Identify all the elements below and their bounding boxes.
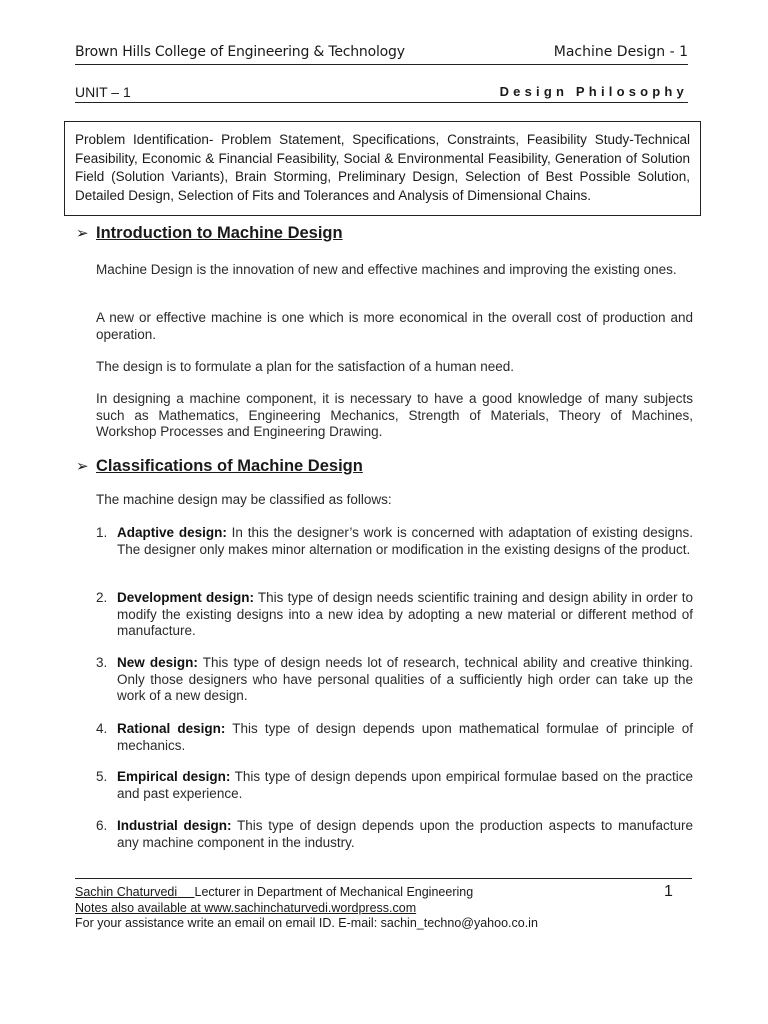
design-description: This type of design depends upon mathematical formulae of principle of mechanics. xyxy=(117,721,693,753)
unit-heading xyxy=(75,84,688,103)
footer-rule xyxy=(75,878,692,879)
syllabus-text: Problem Identification- Problem Statement, Specifications, Constraints, Feasibility Study-Technical Feasibility, Economic & Financial Feasibility, Social & Environmental Feasibility, Generation of Solution Field (Solution Variants), Brain Storming, Preliminary Design, Selection of Best Possible Solution, Detailed Design, Selection of Fits and Tolerances and Analysis of Dimensional Chains. xyxy=(75,132,690,203)
list-item-body xyxy=(117,525,693,558)
footer-contact: For your assistance write an email on email ID. E-mail: sachin_techno@yahoo.co.in xyxy=(75,916,538,930)
author-name: Sachin Chaturvedi xyxy=(75,885,178,899)
college-name: Brown Hills College of Engineering & Technology xyxy=(75,44,405,60)
design-description: In this the designer’s work is concerned with adaptation of existing designs. The designer only makes minor alternation or modification in the existing designs of the product. xyxy=(117,525,694,557)
list-number: 2. xyxy=(96,590,108,605)
unit-number: UNIT – 1 xyxy=(75,84,131,100)
classification-intro: The machine design may be classified as follows: xyxy=(96,492,392,507)
list-item-body xyxy=(117,769,693,802)
list-item-body xyxy=(117,721,693,754)
footer-author-line xyxy=(75,885,473,899)
list-number: 3. xyxy=(96,655,108,670)
design-description: This type of design needs lot of research, technical ability and creative thinking. Only those designers who have personal qualities of a sufficiently high order can take up the work of a new design. xyxy=(117,655,693,704)
paragraph: The design is to formulate a plan for the satisfaction of a human need. xyxy=(96,359,514,374)
paragraph: Machine Design is the innovation of new and effective machines and improving the existing ones. xyxy=(96,262,677,277)
list-item-body xyxy=(117,818,693,851)
design-term: Adaptive design: xyxy=(117,525,227,540)
list-number: 6. xyxy=(96,818,108,833)
design-term: Development design: xyxy=(117,590,254,605)
unit-topic: Design Philosophy xyxy=(496,84,688,99)
list-number: 5. xyxy=(96,769,108,784)
design-description: This type of design needs scientific training and design ability in order to modify the existing designs into a new idea by adopting a new material or different method of manufacture. xyxy=(117,590,693,639)
design-term: Rational design: xyxy=(117,721,226,736)
page-header xyxy=(75,44,688,65)
footer-notes-link[interactable]: Notes also available at www.sachinchaturvedi.wordpress.com xyxy=(75,901,417,915)
section-title: Introduction to Machine Design xyxy=(96,224,343,242)
list-item-body xyxy=(117,655,693,705)
section-title: Classifications of Machine Design xyxy=(96,457,363,475)
design-term: Empirical design: xyxy=(117,769,231,784)
list-item-body xyxy=(117,590,693,640)
page-number: 1 xyxy=(664,883,673,900)
list-number: 1. xyxy=(96,525,108,540)
arrow-bullet-icon: ➢ xyxy=(76,457,89,475)
author-role: Lecturer in Department of Mechanical Engineering xyxy=(194,885,474,899)
arrow-bullet-icon: ➢ xyxy=(76,224,89,242)
design-term: New design: xyxy=(117,655,198,670)
subject-name: Machine Design - 1 xyxy=(553,44,688,60)
design-term: Industrial design: xyxy=(117,818,232,833)
syllabus-box xyxy=(64,121,701,216)
list-number: 4. xyxy=(96,721,108,736)
paragraph: A new or effective machine is one which is more economical in the overall cost of production and operation. xyxy=(96,310,693,342)
design-description: This type of design depends upon the production aspects to manufacture any machine component in the industry. xyxy=(117,818,693,850)
design-description: This type of design depends upon empirical formulae based on the practice and past experience. xyxy=(117,769,694,801)
paragraph: In designing a machine component, it is necessary to have a good knowledge of many subjects such as Mathematics, Engineering Mechanics, Strength of Materials, Theory of Machines, Workshop Processes and Engineering Drawing. xyxy=(96,391,693,440)
